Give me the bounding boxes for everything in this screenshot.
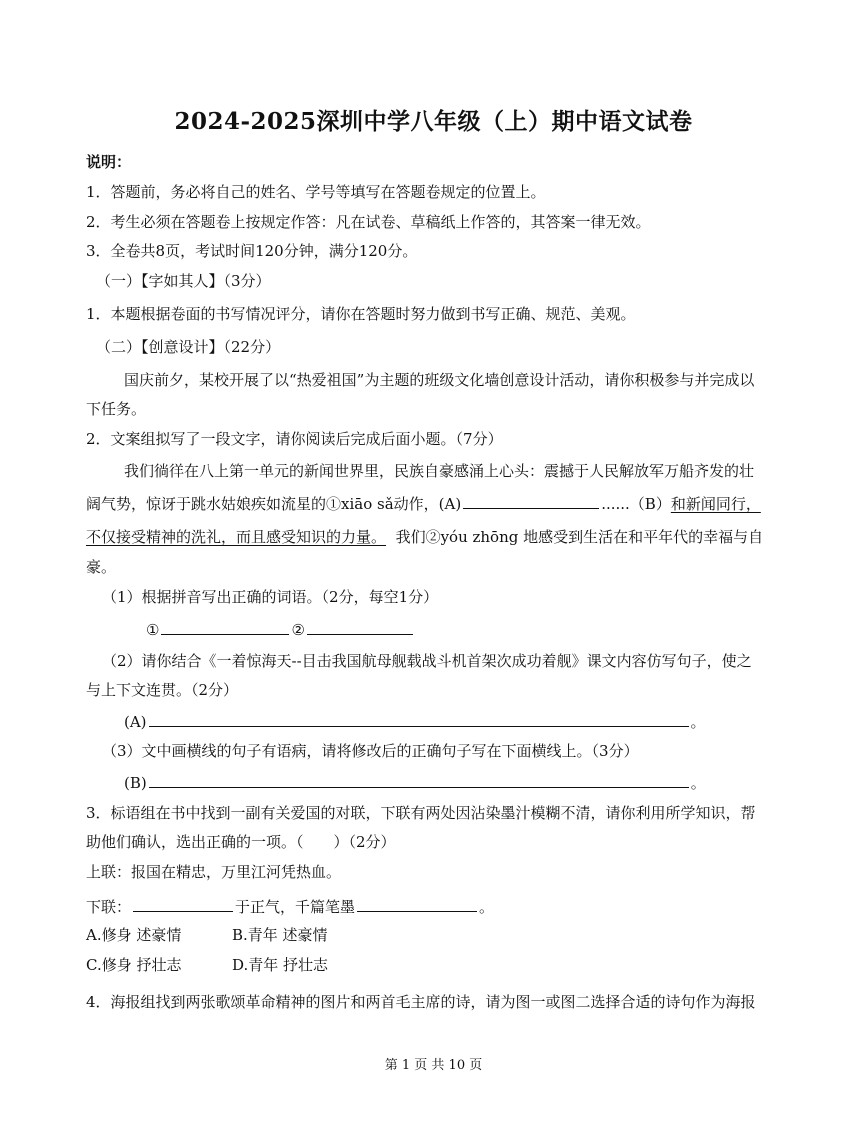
blank-2-marker: ② (291, 621, 305, 639)
couplet-lower (86, 896, 494, 917)
option-a[interactable]: A.修身 述豪情 (86, 926, 182, 944)
answer-line-a-label: (A) (124, 713, 147, 731)
couplet-upper: 上联：报国在精忠，万里江河凭热血。 (86, 863, 342, 881)
answer-blank-b[interactable] (149, 772, 689, 788)
instructions-label: 说明： (86, 153, 132, 171)
section-2-intro-line-2: 下任务。 (86, 400, 147, 418)
question-1: 1．本题根据卷面的书写情况评分，请你在答题时努力做到书写正确、规范、美观。 (86, 305, 636, 323)
passage-line-2-text: 阔气势，惊讶于跳水姑娘疾如流星的①xiāo sǎ动作，(A) (86, 495, 462, 513)
passage-line-3 (86, 527, 763, 547)
underlined-sentence-part-2: 不仅接受精神的洗礼，而且感受知识的力量。 (86, 528, 387, 546)
instruction-1: 1．答题前，务必将自己的姓名、学号等填写在答题卷规定的位置上。 (86, 183, 546, 201)
question-4: 4．海报组找到两张歌颂革命精神的图片和两首毛主席的诗，请为图一或图二选择合适的诗句作为海报 (86, 993, 756, 1011)
sub-question-1: （1）根据拼音写出正确的词语。（2分，每空1分） (102, 588, 439, 606)
answer-blank-2[interactable] (307, 619, 413, 635)
passage-line-1: 我们徜徉在八上第一单元的新闻世界里，民族自豪感涌上心头：震撼于人民解放军万船齐发的壮 (124, 462, 755, 480)
blank-1-marker: ① (146, 621, 160, 639)
answer-line-b-end: 。 (690, 774, 706, 792)
section-2-intro-line-1: 国庆前夕，某校开展了以“热爱祖国”为主题的班级文化墙创意设计活动，请你积极参与并完成以 (124, 371, 755, 389)
option-d[interactable]: D.青年 抒壮志 (232, 956, 329, 974)
answer-blank-a[interactable] (149, 711, 689, 727)
instruction-3: 3．全卷共8页，考试时间120分钟，满分120分。 (86, 242, 418, 260)
couplet-lower-mid: 于正气，千篇笔墨 (235, 898, 356, 916)
couplet-lower-label: 下联： (86, 898, 132, 916)
question-3-line-1: 3．标语组在书中找到一副有关爱国的对联，下联有两处因沾染墨汁模糊不清，请你利用所学知识，帮 (86, 804, 756, 822)
answer-line-b (124, 772, 706, 793)
underlined-sentence-part-1: 和新闻同行， (670, 495, 761, 513)
instruction-2: 2．考生必须在答题卷上按规定作答：凡在试卷、草稿纸上作答的，其答案一律无效。 (86, 213, 651, 231)
couplet-lower-end: 。 (479, 898, 495, 916)
sub-question-2-line-1: （2）请你结合《一着惊海天--目击我国航母舰载战斗机首架次成功着舰》课文内容仿写句子，使之 (102, 652, 752, 670)
passage-line-3-text: 我们②yóu zhōng 地感受到生活在和平年代的幸福与自 (395, 528, 764, 546)
question-3-line-2: 助他们确认，选出正确的一项。（ ）（2分） (86, 833, 396, 851)
option-b[interactable]: B.青年 述豪情 (232, 926, 328, 944)
blank-a[interactable] (463, 493, 599, 509)
option-c[interactable]: C.修身 抒壮志 (86, 956, 182, 974)
passage-line-2-mid: ......（B） (601, 495, 671, 513)
section-1-heading: （一）【字如其人】（3分） (96, 272, 271, 290)
answer-line-a (124, 711, 706, 732)
couplet-blank-1[interactable] (133, 896, 233, 912)
page-title: 2024-2025深圳中学八年级（上）期中语文试卷 (174, 108, 693, 135)
couplet-blank-2[interactable] (357, 896, 477, 912)
passage-line-4: 豪。 (86, 558, 117, 576)
answer-line-b-label: (B) (124, 774, 147, 792)
page-footer: 第 1 页 共 10 页 (384, 1058, 483, 1073)
sub-question-3: （3）文中画横线的句子有语病，请将修改后的正确句子写在下面横线上。（3分） (102, 742, 639, 760)
passage-line-2 (86, 493, 761, 514)
answer-blank-1[interactable] (161, 619, 289, 635)
sub-question-2-line-2: 与上下文连贯。（2分） (86, 681, 239, 699)
sub-question-1-blanks (146, 619, 415, 640)
answer-line-a-end: 。 (690, 713, 706, 731)
section-2-heading: （二）【创意设计】（22分） (96, 338, 281, 356)
question-2-stem: 2．文案组拟写了一段文字，请你阅读后完成后面小题。（7分） (86, 430, 503, 448)
